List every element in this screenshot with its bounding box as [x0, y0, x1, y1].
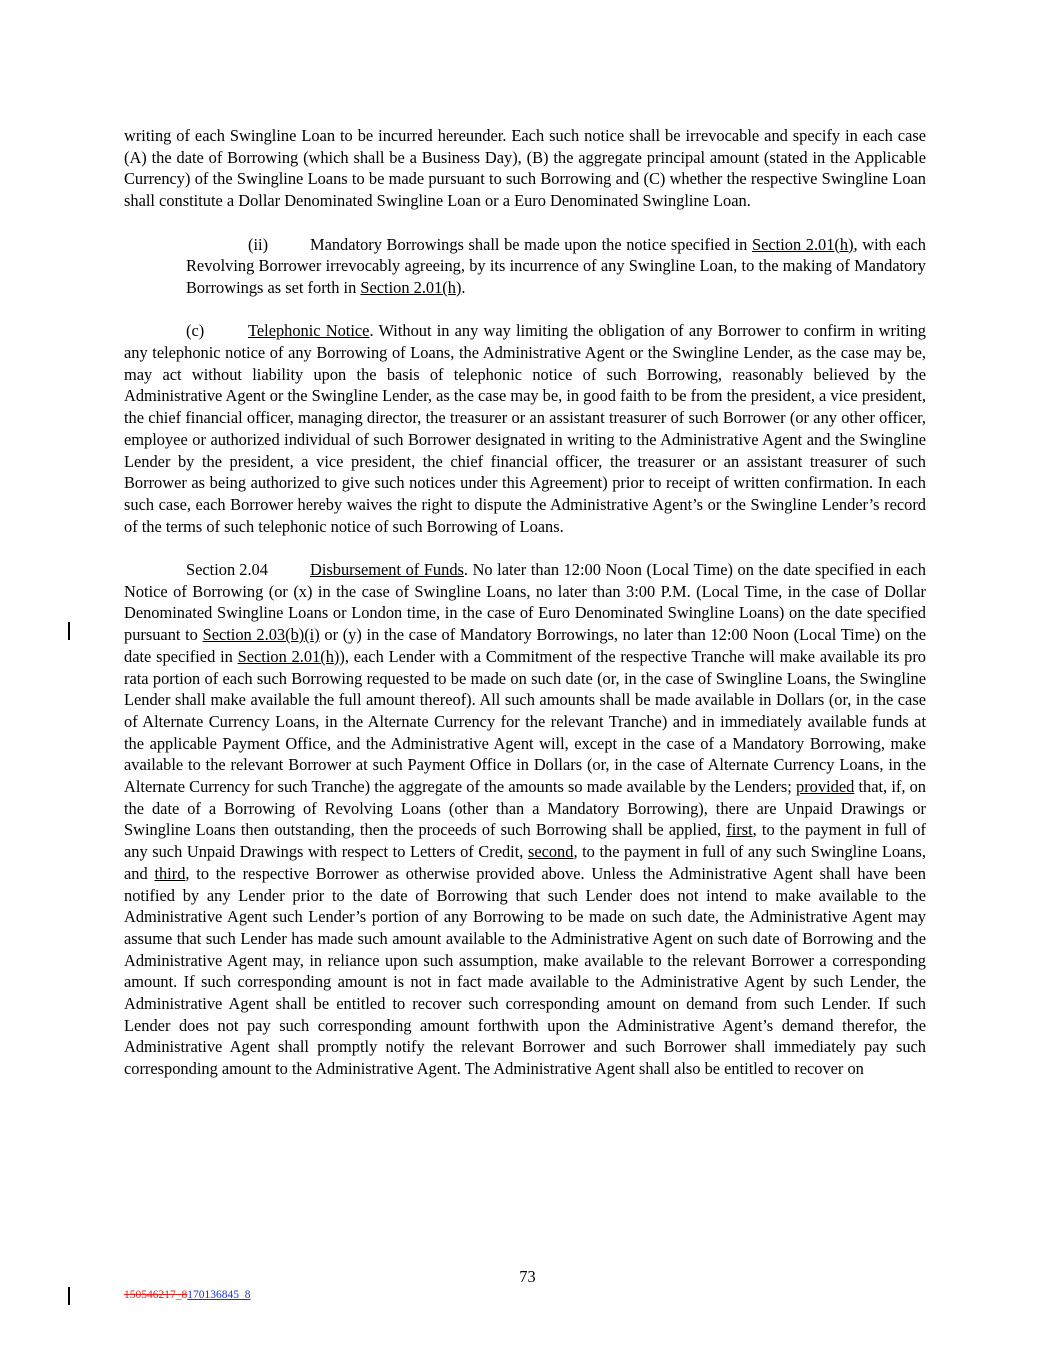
section-2-04-text-2: or (y) in the case of Mandatory Borrowings, no later than 12:00 Noon (Local Time) on the date specified in	[124, 625, 926, 666]
document-body	[124, 125, 926, 1102]
clause-ii	[186, 234, 926, 299]
section-2-04-label: Section 2.04	[186, 560, 268, 580]
revision-change-bar-footer	[68, 1287, 70, 1305]
section-2-04-text-3: ), each Lender with a Commitment of the respective Tranche will make available its pro rata portion of each such Borrowing requested to be made on such date (or, in the case of Swingline Loans, the Swingline Lender shall make available the full amount thereof). All such amounts shall be made available in Dollars (or, in the case of Alternate Currency Loans, in the Alternate Currency for the relevant Tranche) and in immediately available funds at the applicable Payment Office, and the Administrative Agent will, except in the case of a Mandatory Borrowing, make available to the relevant Borrower at such Payment Office in Dollars (or, in the case of Alternate Currency Loans, in the Alternate Currency for such Tranche) the aggregate of the amounts so made available by the Lenders;	[124, 646, 926, 797]
section-2-04-term-provided: provided	[796, 777, 855, 797]
paragraph-continuation-text: writing of each Swingline Loan to be incurred hereunder. Each such notice shall be irrevocable and specify in each case (A) the date of Borrowing (which shall be a Business Day), (B) the aggregate principal amount (stated in the Applicable Currency) of the Swingline Loans to be made pursuant to such Borrowing and (C) whether the respective Swingline Loan shall constitute a Dollar Denominated Swingline Loan or a Euro Denominated Swingline Loan.	[124, 126, 926, 211]
clause-ii-section-ref-1[interactable]: Section 2.01(h)	[751, 234, 854, 254]
section-2-04-text-4: that, if, on the date of a Borrowing of Revolving Loans (other than a Mandatory Borrowing), there are Unpaid Drawings or Swingline Loans then outstanding, then the proceeds of such Borrowing shall be applied,	[124, 777, 926, 840]
clause-ii-text-3: .	[461, 277, 466, 297]
section-2-04-text-7: , to the respective Borrower as otherwise provided above. Unless the Administrative Agent shall have been notified by any Lender prior to the date of Borrowing that such Lender does not intend to make available to the Administrative Agent such Lender’s portion of any Borrowing to be made on such date, the Administrative Agent may assume that such Lender has made such amount available to the Administrative Agent on such date of Borrowing and the Administrative Agent may, in reliance upon such assumption, make available to the relevant Borrower a corresponding amount. If such corresponding amount is not in fact made available to the Administrative Agent by such Lender, the Administrative Agent shall be entitled to recover such corresponding amount on demand from such Lender. If such Lender does not pay such corresponding amount forthwith upon the Administrative Agent’s demand therefor, the Administrative Agent shall promptly notify the relevant Borrower and such Borrower shall immediately pay such corresponding amount to the Administrative Agent. The Administrative Agent shall also be entitled to recover on	[124, 863, 926, 1079]
section-2-04-term-third: third	[154, 863, 186, 883]
section-2-04-ref-1[interactable]: Section 2.03(b)(i)	[202, 625, 320, 645]
section-2-04-text-1: . No later than 12:00 Noon (Local Time) on the date specified in each Notice of Borrowing (or (x) in the case of Swingline Loans, no later than 3:00 P.M. (Local Time, in the case of Dollar Denominated Swingline Loans or London time, in the case of Euro Denominated Swingline Loans) on the date specified pursuant to	[124, 560, 926, 645]
section-2-04-ref-2[interactable]: Section 2.01(h)	[237, 646, 340, 666]
section-2-04-text-5: , to the payment in full of any such Unpaid Drawings with respect to Letters of Credit,	[124, 820, 926, 862]
clause-ii-section-ref-2[interactable]: Section 2.01(h)	[360, 277, 462, 297]
clause-c-heading: Telephonic Notice	[248, 321, 370, 341]
section-2-04-heading: Disbursement of Funds	[310, 560, 464, 580]
page-number: 73	[519, 1267, 536, 1286]
clause-c-text: . Without in any way limiting the obligation of any Borrower to confirm in writing any telephonic notice of any Borrowing of Loans, the Administrative Agent or the Swingline Lender, as the case may be, may act without liability upon the basis of telephonic notice of such Borrowing, reasonably believed by the Administrative Agent or the Swingline Lender, as the case may be, in good faith to be from the president, a vice president, the chief financial officer, managing director, the treasurer or an assistant treasurer of such Borrower (or any other officer, employee or authorized individual of such Borrower designated in writing to the Administrative Agent and the Swingline Lender by the president, a vice president, the chief financial officer, the treasurer or an assistant treasurer of such Borrower as being authorized to give such notices under this Agreement) prior to receipt of written confirmation. In each such case, each Borrower hereby waives the right to dispute the Administrative Agent’s or the Swingline Lender’s record of the terms of such telephonic notice of such Borrowing of Loans.	[124, 321, 926, 536]
clause-ii-text-2: , with each Revolving Borrower irrevocably agreeing, by its incurrence of any Swingline Loan, to the making of Mandatory Borrowings as set forth in	[186, 234, 926, 297]
clause-ii-number: (ii)	[248, 234, 269, 254]
section-2-04-term-first: first	[726, 820, 753, 840]
clause-c	[124, 320, 926, 537]
document-id	[124, 1289, 251, 1301]
section-2-04-term-second: second	[527, 842, 574, 862]
paragraph-continuation	[124, 125, 926, 212]
clause-ii-text-1: Mandatory Borrowings shall be made upon the notice specified in	[310, 234, 752, 254]
revision-change-bar-section	[68, 622, 70, 640]
document-id-deleted: 150546217_8	[124, 1289, 188, 1301]
document-id-inserted: 170136845_8	[187, 1289, 251, 1301]
section-2-04-text-6: , to the payment in full of any such Swingline Loans, and	[124, 842, 926, 883]
clause-c-number: (c)	[186, 321, 205, 341]
section-2-04	[124, 559, 926, 1080]
